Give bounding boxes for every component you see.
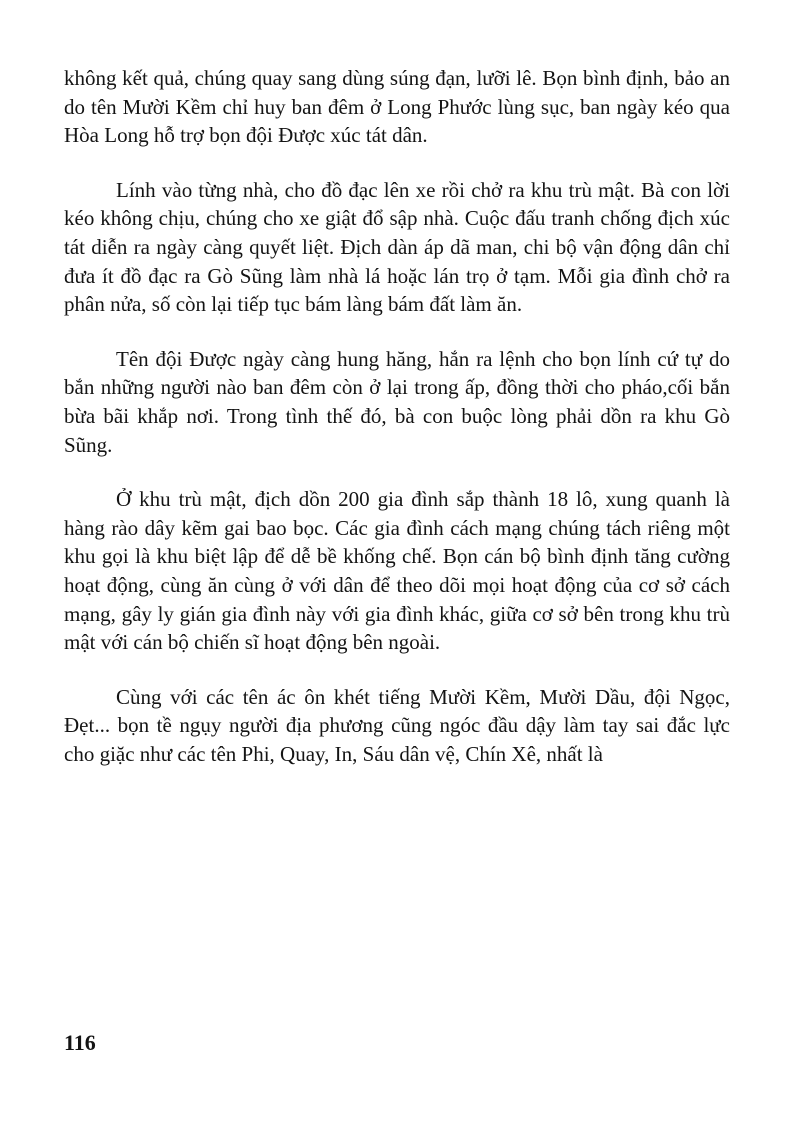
paragraph-continued: không kết quả, chúng quay sang dùng súng đạn, lưỡi lê. Bọn bình định, bảo an do tên Mười Kềm chỉ huy ban đêm ở Long Phước lùng sục, ban ngày kéo qua Hòa Long hỗ trợ bọn đội Được xúc tát dân.	[64, 66, 730, 148]
paragraph: Tên đội Được ngày càng hung hăng, hắn ra lệnh cho bọn lính cứ tự do bắn những người nào ban đêm còn ở lại trong ấp, đồng thời cho pháo,cối bắn bừa bãi khắp nơi. Trong tình thế đó, bà con buộc lòng phải dồn ra khu Gò Sũng.	[64, 346, 730, 457]
paragraph: Lính vào từng nhà, cho đồ đạc lên xe rồi chở ra khu trù mật. Bà con lời kéo không chịu, chúng cho xe giật đổ sập nhà. Cuộc đấu tranh chống địch xúc tát diễn ra ngày càng quyết liệt. Địch dàn áp dã man, chi bộ vận động dân chỉ đưa ít đồ đạc ra Gò Sũng làm nhà lá hoặc lán trọ ở tạm. Mỗi gia đình chở ra phân nửa, số còn lại tiếp tục bám làng bám đất làm ăn.	[64, 177, 730, 317]
paragraph: Ở khu trù mật, địch dồn 200 gia đình sắp thành 18 lô, xung quanh là hàng rào dây kẽm gai bao bọc. Các gia đình cách mạng chúng tách riêng một khu gọi là khu biệt lập để dễ bề khống chế. Bọn cán bộ bình định tăng cường hoạt động, cùng ăn cùng ở với dân để theo dõi mọi hoạt động của cơ sở cách mạng, gây ly gián gia đình này với gia đình khác, giữa cơ sở bên trong khu trù mật với cán bộ chiến sĩ hoạt động bên ngoài.	[64, 487, 730, 655]
paragraph: Cùng với các tên ác ôn khét tiếng Mười Kềm, Mười Dầu, đội Ngọc, Đẹt... bọn tề ngụy người địa phương cũng ngóc đầu dậy làm tay sai đắc lực cho giặc như các tên Phi, Quay, In, Sáu dân vệ, Chín Xê, nhất là	[64, 684, 730, 766]
page-number: 116	[64, 1030, 96, 1055]
body-text	[64, 64, 730, 794]
